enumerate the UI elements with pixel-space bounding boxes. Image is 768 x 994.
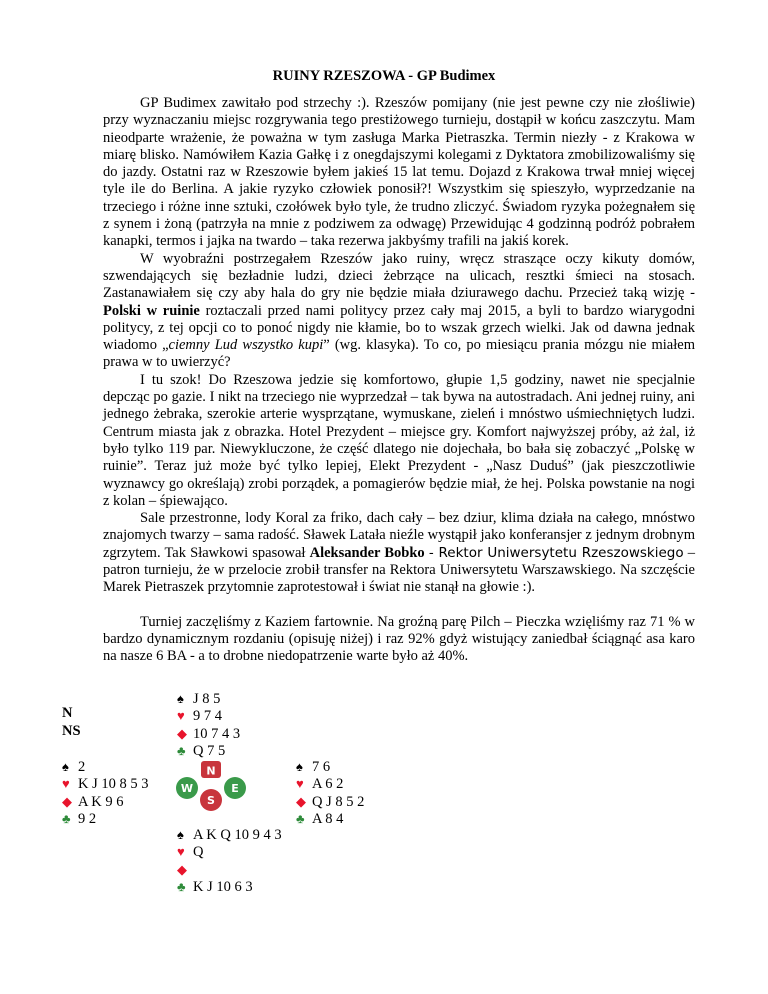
compass-west-letter: W xyxy=(180,782,194,795)
italic-quote: ciemny Lud wszystko kupi xyxy=(168,337,324,354)
page-title: RUINY RZESZOWA - GP Budimex xyxy=(272,68,496,84)
west-hand: ♠ 2 ♥ K J 10 8 5 3 ◆ A K 9 6 ♣ 9 2 xyxy=(62,759,149,827)
vulnerability-label: NS xyxy=(62,723,81,739)
dealer-label: N xyxy=(62,705,73,721)
club-icon: ♣ xyxy=(62,810,71,826)
diamond-icon: ◆ xyxy=(62,793,72,809)
heart-icon: ♥ xyxy=(62,776,70,792)
heart-icon: ♥ xyxy=(177,708,185,724)
bold-phrase: Polski w ruinie xyxy=(103,302,200,319)
compass-north-letter: N xyxy=(206,764,216,778)
south-hand: ♠ A K Q 10 9 4 3 ♥ Q ◆ ♣ K J 10 6 3 xyxy=(177,827,282,895)
paragraph: I tu szok! Do Rzeszowa jedzie się komfortowo, głupie 1,5 godziny, nawet nie specjalnie depcząc po gazie. I nikt na trzeciego nie wyprzedzał – tak bywa na autostradach. Ani jednej ruiny, ani jednego żebraka, szerokie arterie wysprzątane, wymuskane, zieleń i mnóstwo uśmiechniętych ludzi. Centrum miasta jak z obrazka. Hotel Prezydent – miejsce gry. Komfort najwyższej próby, aż żal, iż było tylko 119 par. Niewykluczone, że część dlatego nie dojechała, bo bała się zobaczyć „Polskę w ruinie”. Teraz już może być tylko lepiej, Elekt Prezydent - „Nasz Duduś” (jak pieszczotliwie wyznawcy go określają) zrobi porządek, a pomagierów będzie miał, że hej. Polska powstanie na nogi z kolan – śpiewająco. xyxy=(103,371,695,509)
heart-icon: ♥ xyxy=(177,844,185,860)
east-hand: ♠ 7 6 ♥ A 6 2 ◆ Q J 8 5 2 ♣ A 8 4 xyxy=(296,759,365,827)
paragraph: Sale przestronne, lody Koral za friko, dach cały – bez dziur, klima działa na całego, mnóstwo znajomych twarzy – sama radość. Sławek Latała nieźle wystąpił jako konferansjer z jednym drobnym zgrzytem. Tak Sławkowi spasował Aleksander Bobko - Rektor Uniwersytetu Rzeszowskiego – patron turnieju, że w przelocie zrobił transfer na Rektora Uniwersytetu Warszawskiego. Na szczęście Marek Pietraszek przytomnie zaprotestował i świat nie stanął na głowie :). xyxy=(103,510,696,596)
compass-south-letter: S xyxy=(207,794,215,807)
spade-icon: ♠ xyxy=(62,759,69,774)
spade-icon: ♠ xyxy=(296,759,303,774)
compass-icon xyxy=(175,760,247,812)
diamond-icon: ◆ xyxy=(296,793,306,809)
paragraph: W wyobraźni postrzegałem Rzeszów jako ruiny, wręcz straszące oczy kikuty domów, szwendających się bezładnie ludzi, dzieci żebrzące na ulicach, resztki śmieci na stosach. Zastanawiałem się czy aby hala do gry nie będzie miała dziurawego dachu. Przecież taką wizję - Polski w ruinie roztaczali przed nami politycy przez cały maj 2015, a byli to bardzo wiarygodni politycy, z tej opcji co to ponoć nigdy nie kłamie, bo to wszak grzech wielki. Jak od dawna jednak wiadomo „ciemny Lud wszystko kupi” (wg. klasyka). To co, po miesiącu prania mózgu nie miałem prawa w to uwierzyć? xyxy=(103,250,696,371)
north-hand: ♠ J 8 5 ♥ 9 7 4 ◆ 10 7 4 3 ♣ Q 7 5 xyxy=(177,691,241,759)
spade-icon: ♠ xyxy=(177,827,184,842)
paragraph: GP Budimex zawitało pod strzechy :). Rzeszów pomijany (nie jest pewne czy nie złośliwie) przy wyznaczaniu miejsc rozgrywania tego prestiżowego turnieju, dostąpił w końcu zaszczytu. Mam nieodparte wrażenie, że poważna w tym zasługa Marka Pietraszka. Termin niezły - z Krakowa w miarę blisko. Namówiłem Kazia Gałkę i z onegdajszymi kolegami z Dyktatora zmobilizowaliśmy się do jazdy. Ostatni raz w Rzeszowie byłem jakieś 15 lat temu. Dojazd z Krakowa trwał mniej więcej tyle ile do Berlina. A jakie ryzyko człowiek ponosił?! Wszystkim się spieszyło, wyprzedzanie na trzeciego i różne inne sztuki, czołówek było tyle, że trudno zliczyć. Świadom ryzyka pożegnałem się z synem i żoną (patrzyła na mnie z podziwem za odwagę) Przewidując 4 godzinną podróż pobrałem kanapki, termos i jajka na twardo – taka rezerwa jakbyśmy trafili na jakiś korek. xyxy=(103,95,695,250)
spade-icon: ♠ xyxy=(177,691,184,706)
heart-icon: ♥ xyxy=(296,776,304,792)
diamond-icon: ◆ xyxy=(177,861,187,877)
paragraph: Turniej zaczęliśmy z Kaziem fartownie. Na groźną parę Pilch – Pieczka wzięliśmy raz 71 % w bardzo dynamicznym rozdaniu (opisuję niżej) i raz 92% gdyż wistujący zaniedbał ściągnąć asa karo na nasze 6 BA - a to drobne niedopatrzenie warte było aż 40%. xyxy=(103,613,695,665)
bold-name: Aleksander Bobko xyxy=(309,544,425,561)
club-icon: ♣ xyxy=(296,810,305,826)
compass-east-letter: E xyxy=(231,782,239,795)
club-icon: ♣ xyxy=(177,742,186,758)
club-icon: ♣ xyxy=(177,878,186,894)
article-body xyxy=(103,95,695,666)
sans-title: - Rektor Uniwersytetu Rzeszowskiego xyxy=(428,544,684,561)
diamond-icon: ◆ xyxy=(177,725,187,741)
